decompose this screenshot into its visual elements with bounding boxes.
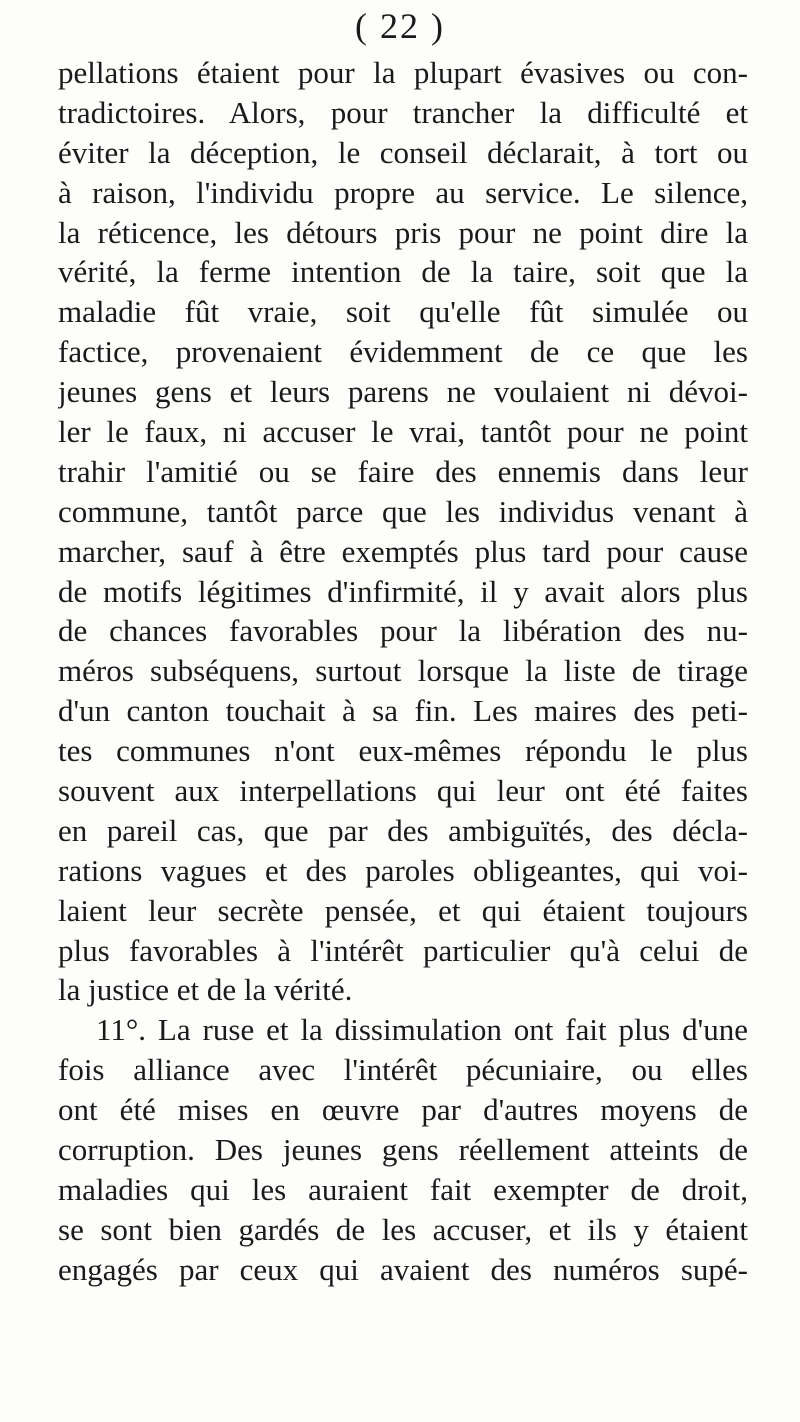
text-line: vérité, la ferme intention de la taire, soit que la: [58, 254, 748, 290]
text-line: laient leur secrète pensée, et qui étaient toujours: [58, 892, 748, 928]
text-line: souvent aux interpellations qui leur ont été faites: [58, 773, 748, 809]
text-line: en pareil cas, que par des ambiguïtés, des décla-: [58, 812, 748, 848]
text-line: ont été mises en œuvre par d'autres moyens de: [58, 1092, 748, 1128]
text-line: engagés par ceux qui avaient des numéros supé-: [58, 1251, 748, 1287]
text-line: à raison, l'individu propre au service. Le silence,: [58, 174, 748, 210]
text-line: rations vagues et des paroles obligeantes, qui voi-: [58, 852, 748, 888]
text-line: factice, provenaient évidemment de ce que les: [58, 334, 748, 370]
text-line: trahir l'amitié ou se faire des ennemis dans leur: [58, 453, 748, 489]
text-line: maladie fût vraie, soit qu'elle fût simulée ou: [58, 294, 748, 330]
text-line: tradictoires. Alors, pour trancher la difficulté et: [58, 94, 748, 130]
text-line: de chances favorables pour la libération des nu-: [58, 613, 748, 649]
text-line: fois alliance avec l'intérêt pécuniaire, ou elles: [58, 1052, 748, 1088]
paragraph-end-line: la justice et de la vérité.: [58, 972, 353, 1008]
text-line: maladies qui les auraient fait exempter de droit,: [58, 1171, 748, 1207]
text-line: de motifs légitimes d'infirmité, il y avait alors plus: [58, 573, 748, 609]
text-line: se sont bien gardés de les accuser, et ils y étaient: [58, 1211, 748, 1247]
text-line: commune, tantôt parce que les individus venant à: [58, 493, 748, 529]
text-line: éviter la déception, le conseil déclarait, à tort ou: [58, 134, 748, 170]
text-line: ler le faux, ni accuser le vrai, tantôt pour ne point: [58, 414, 748, 450]
text-line: corruption. Des jeunes gens réellement atteints de: [58, 1132, 748, 1168]
text-line: d'un canton touchait à sa fin. Les maires des peti-: [58, 693, 748, 729]
text-line: plus favorables à l'intérêt particulier qu'à celui de: [58, 932, 748, 968]
page-number: ( 22 ): [355, 6, 445, 46]
text-line: jeunes gens et leurs parens ne voulaient ni dévoi-: [58, 374, 748, 410]
text-line: méros subséquens, surtout lorsque la liste de tirage: [58, 653, 748, 689]
body-text: [58, 53, 748, 1290]
text-line: la réticence, les détours pris pour ne point dire la: [58, 214, 748, 250]
text-line: pellations étaient pour la plupart évasives ou con-: [58, 55, 748, 90]
text-line: marcher, sauf à être exemptés plus tard pour cause: [58, 533, 748, 569]
text-line: tes communes n'ont eux-mêmes répondu le plus: [58, 733, 748, 769]
paragraph-start-line: 11°. La ruse et la dissimulation ont fait plus d'une: [96, 1012, 748, 1048]
